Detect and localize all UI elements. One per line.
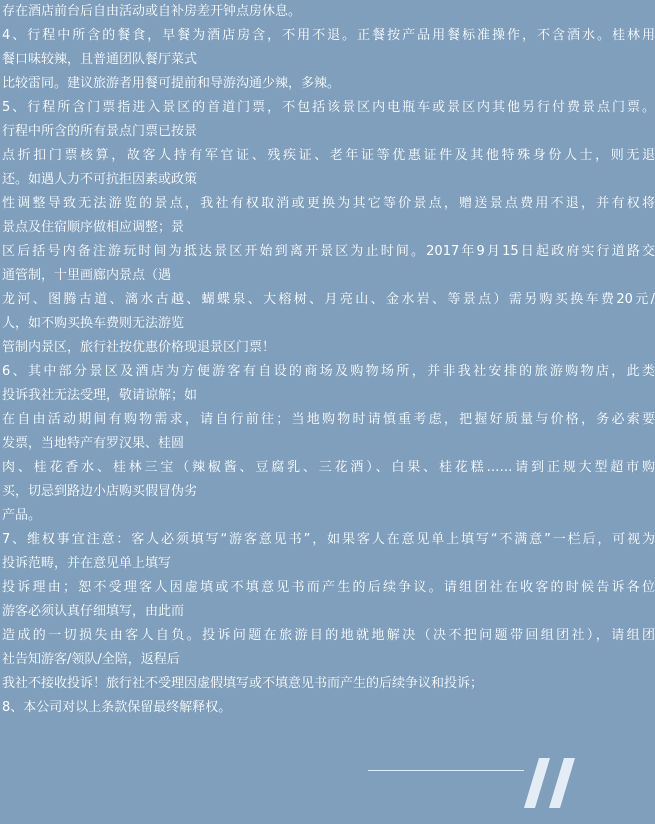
notice-line: 游客必须认真仔细填写，由此而 bbox=[2, 604, 185, 619]
notice-line: 人，如不购买换车费则无法游览 bbox=[2, 316, 185, 331]
notice-line: 社告知游客/领队/全陪，返程后 bbox=[2, 652, 180, 667]
notice-line: 餐口味较辣，且普通团队餐厅菜式 bbox=[2, 52, 198, 67]
notice-line: 在自由活动期间有购物需求，请自行前往；当地购物时请慎重考虑，把握好质量与价格，务必索要 bbox=[2, 412, 655, 427]
notice-text-block bbox=[2, 0, 655, 720]
notice-line: 行程中所含的所有景点门票已按景 bbox=[2, 124, 198, 139]
notice-line: 管制内景区，旅行社按优惠价格现退景区门票！ bbox=[2, 340, 276, 355]
notice-line: 4、行程中所含的餐食，早餐为酒店房含，不用不退。正餐按产品用餐标准操作，不含酒水。桂林用 bbox=[2, 28, 655, 43]
notice-line: 8、本公司对以上条款保留最终解释权。 bbox=[2, 700, 232, 715]
notice-line: 我社不接收投诉！旅行社不受理因虚假填写或不填意见书而产生的后续争议和投诉； bbox=[2, 676, 484, 691]
notice-line: 买，切忌到路边小店购买假冒伪劣 bbox=[2, 484, 198, 499]
notice-line: 龙河、图腾古道、漓水古越、蝴蝶泉、大榕树、月亮山、金水岩、等景点）需另购买换车费20元/ bbox=[2, 292, 655, 307]
notice-line: 投诉范畴，并在意见单上填写 bbox=[2, 556, 172, 571]
notice-line: 存在酒店前台后自由活动或自补房差开钟点房休息。 bbox=[2, 4, 302, 19]
notice-line: 6、其中部分景区及酒店为方便游客有自设的商场及购物场所，并非我社安排的旅游购物店，此类 bbox=[2, 364, 655, 379]
notice-line: 投诉理由；恕不受理客人因虚填或不填意见书而产生的后续争议。请组团社在收客的时候告诉各位 bbox=[2, 580, 655, 595]
notice-line: 产品。 bbox=[2, 508, 42, 523]
notice-line: 性调整导致无法游览的景点，我社有权取消或更换为其它等价景点，赠送景点费用不退，并有权将 bbox=[2, 196, 655, 211]
notice-line: 比较雷同。建议旅游者用餐可提前和导游沟通少辣，多辣。 bbox=[2, 76, 341, 91]
notice-line: 5、行程所含门票指进入景区的首道门票，不包括该景区内电瓶车或景区内其他另行付费景点门票。 bbox=[2, 100, 655, 115]
closing-quote-icon bbox=[522, 756, 582, 810]
notice-line: 还。如遇人力不可抗拒因素或政策 bbox=[2, 172, 198, 187]
notice-line: 投诉我社无法受理，敬请谅解；如 bbox=[2, 388, 198, 403]
notice-line: 肉、桂花香水、桂林三宝（辣椒酱、豆腐乳、三花酒）、白果、桂花糕……请到正规大型超市购 bbox=[2, 460, 655, 475]
notice-line: 景点及住宿顺序做相应调整；景 bbox=[2, 220, 185, 235]
notice-line: 7、维权事宜注意：客人必须填写“游客意见书”，如果客人在意见单上填写“不满意”一栏后，可视为 bbox=[2, 532, 655, 547]
decorative-rule bbox=[368, 770, 524, 771]
notice-line: 发票，当地特产有罗汉果、桂圆 bbox=[2, 436, 185, 451]
notice-line: 造成的一切损失由客人自负。投诉问题在旅游目的地就地解决（决不把问题带回组团社），请组团 bbox=[2, 628, 655, 643]
notice-line: 点折扣门票核算，故客人持有军官证、残疾证、老年证等优惠证件及其他特殊身份人士，则无退 bbox=[2, 148, 655, 163]
notice-line: 区后括号内备注游玩时间为抵达景区开始到离开景区为止时间。2017年9月15日起政府实行道路交 bbox=[2, 244, 655, 259]
notice-line: 通管制，十里画廊内景点（遇 bbox=[2, 268, 172, 283]
